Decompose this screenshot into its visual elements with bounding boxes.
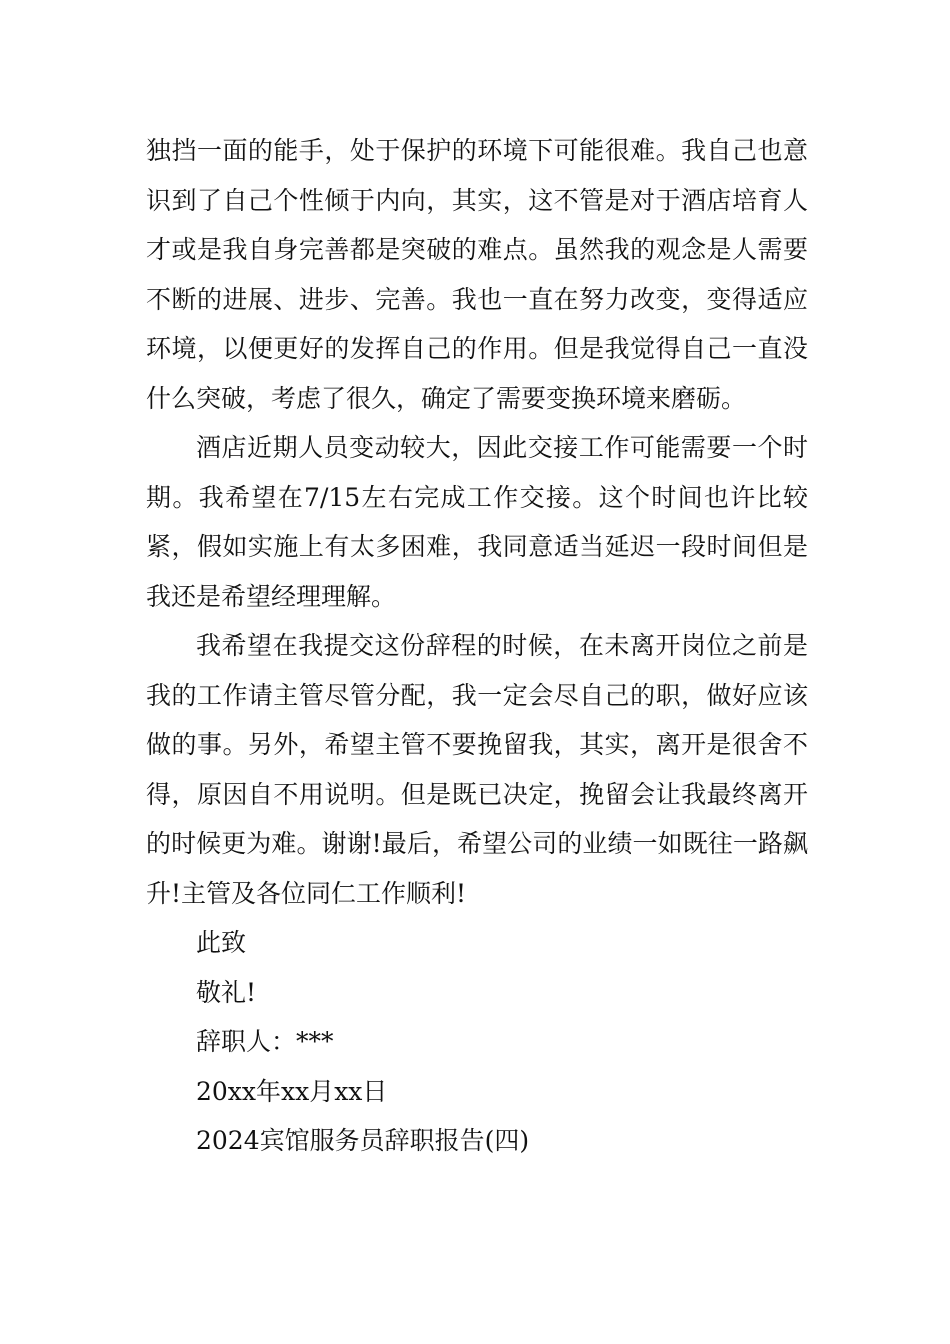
respect-line: 敬礼! [196,977,257,1007]
paragraph-1: 独挡一面的能手，处于保护的环境下可能很难。我自己也意识到了自己个性倾于内向，其实，这不管是对于酒店培育人才或是我自身完善都是突破的难点。虽然我的观念是人需要不断的进展、进步、完善。我也一直在努力改变，变得适应环境，以便更好的发挥自己的作用。但是我觉得自己一直没什么突破，考虑了很久，确定了需要变换环境来磨砺。 [146,136,808,413]
date-line: 20xx年xx月xx日 [196,1076,388,1106]
document-body [146,126,808,1166]
signer-line: 辞职人：*** [196,1027,334,1056]
salutation: 此致 [196,928,247,957]
next-section-title: 2024宾馆服务员辞职报告(四) [196,1126,530,1155]
paragraph-2: 酒店近期人员变动较大，因此交接工作可能需要一个时期。我希望在7/15左右完成工作交接。这个时间也许比较紧，假如实施上有太多困难，我同意适当延迟一段时间但是我还是希望经理理解。 [146,433,808,611]
paragraph-3: 我希望在我提交这份辞程的时候，在未离开岗位之前是我的工作请主管尽管分配，我一定会尽自己的职，做好应该做的事。另外，希望主管不要挽留我，其实，离开是很舍不得，原因自不用说明。但是既已决定，挽留会让我最终离开的时候更为难。谢谢!最后，希望公司的业绩一如既往一路飙升!主管及各位同仁工作顺利! [146,631,808,908]
